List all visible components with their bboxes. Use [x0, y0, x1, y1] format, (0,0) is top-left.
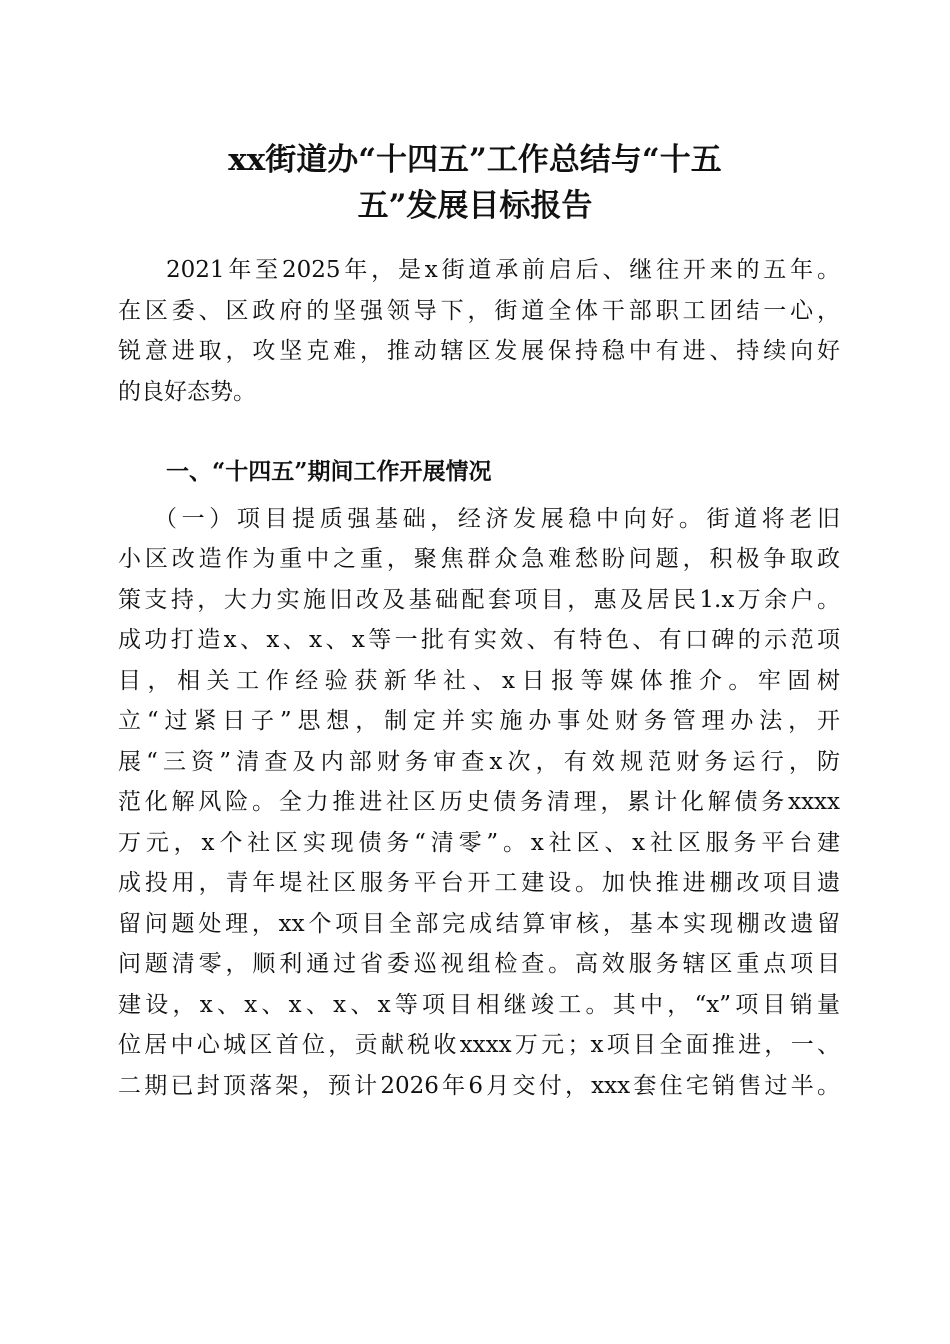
text-line: 范化解风险。全力推进社区历史债务清理，累计化解债务xxxx [118, 789, 840, 815]
text-line: （一）项目提质强基础，经济发展稳中向好。街道将老旧 [154, 505, 840, 532]
title-line-1: xx街道办“十四五”工作总结与“十五 [228, 142, 722, 178]
text-line: 问题清零，顺利通过省委巡视组检查。高效服务辖区重点项目 [118, 951, 840, 977]
text-line: 的良好态势。 [118, 378, 256, 405]
text-line: 展“三资”清查及内部财务审查x次，有效规范财务运行，防 [118, 748, 840, 775]
document-title [0, 137, 950, 229]
text-line: 锐意进取，攻坚克难，推动辖区发展保持稳中有进、持续向好 [118, 338, 840, 364]
text-line: 建设，x、x、x、x、x等项目相继竣工。其中，“x”项目销量 [118, 991, 840, 1018]
text-line: 2021年至2025年，是x街道承前启后、继往开来的五年。 [166, 257, 840, 283]
intro-paragraph [118, 250, 840, 412]
text-line: 位居中心城区首位，贡献税收xxxx万元；x项目全面推进，一、 [118, 1032, 840, 1058]
text-line: 二期已封顶落架，预计2026年6月交付，xxx套住宅销售过半。 [118, 1072, 840, 1099]
text-line: 万元，x个社区实现债务“清零”。x社区、x社区服务平台建 [118, 829, 840, 856]
text-line: 留问题处理，xx个项目全部完成结算审核，基本实现棚改遗留 [118, 910, 840, 937]
text-line: 成投用，青年堤社区服务平台开工建设。加快推进棚改项目遗 [118, 870, 840, 896]
text-line: 成功打造x、x、x、x等一批有实效、有特色、有口碑的示范项 [118, 627, 840, 653]
text-line: 目，相关工作经验获新华社、x日报等媒体推介。牢固树 [118, 667, 840, 694]
text-line: 小区改造作为重中之重，聚焦群众急难愁盼问题，积极争取政 [118, 546, 840, 572]
text-line: 立“过紧日子”思想，制定并实施办事处财务管理办法，开 [118, 708, 840, 734]
section-heading: 一、“十四五”期间工作开展情况 [166, 458, 492, 485]
text-line: 在区委、区政府的坚强领导下，街道全体干部职工团结一心， [118, 297, 840, 324]
section-1 [118, 452, 840, 1106]
text-line: 策支持，大力实施旧改及基础配套项目，惠及居民1.x万余户。 [118, 586, 840, 613]
title-line-2: 五”发展目标报告 [357, 188, 593, 224]
